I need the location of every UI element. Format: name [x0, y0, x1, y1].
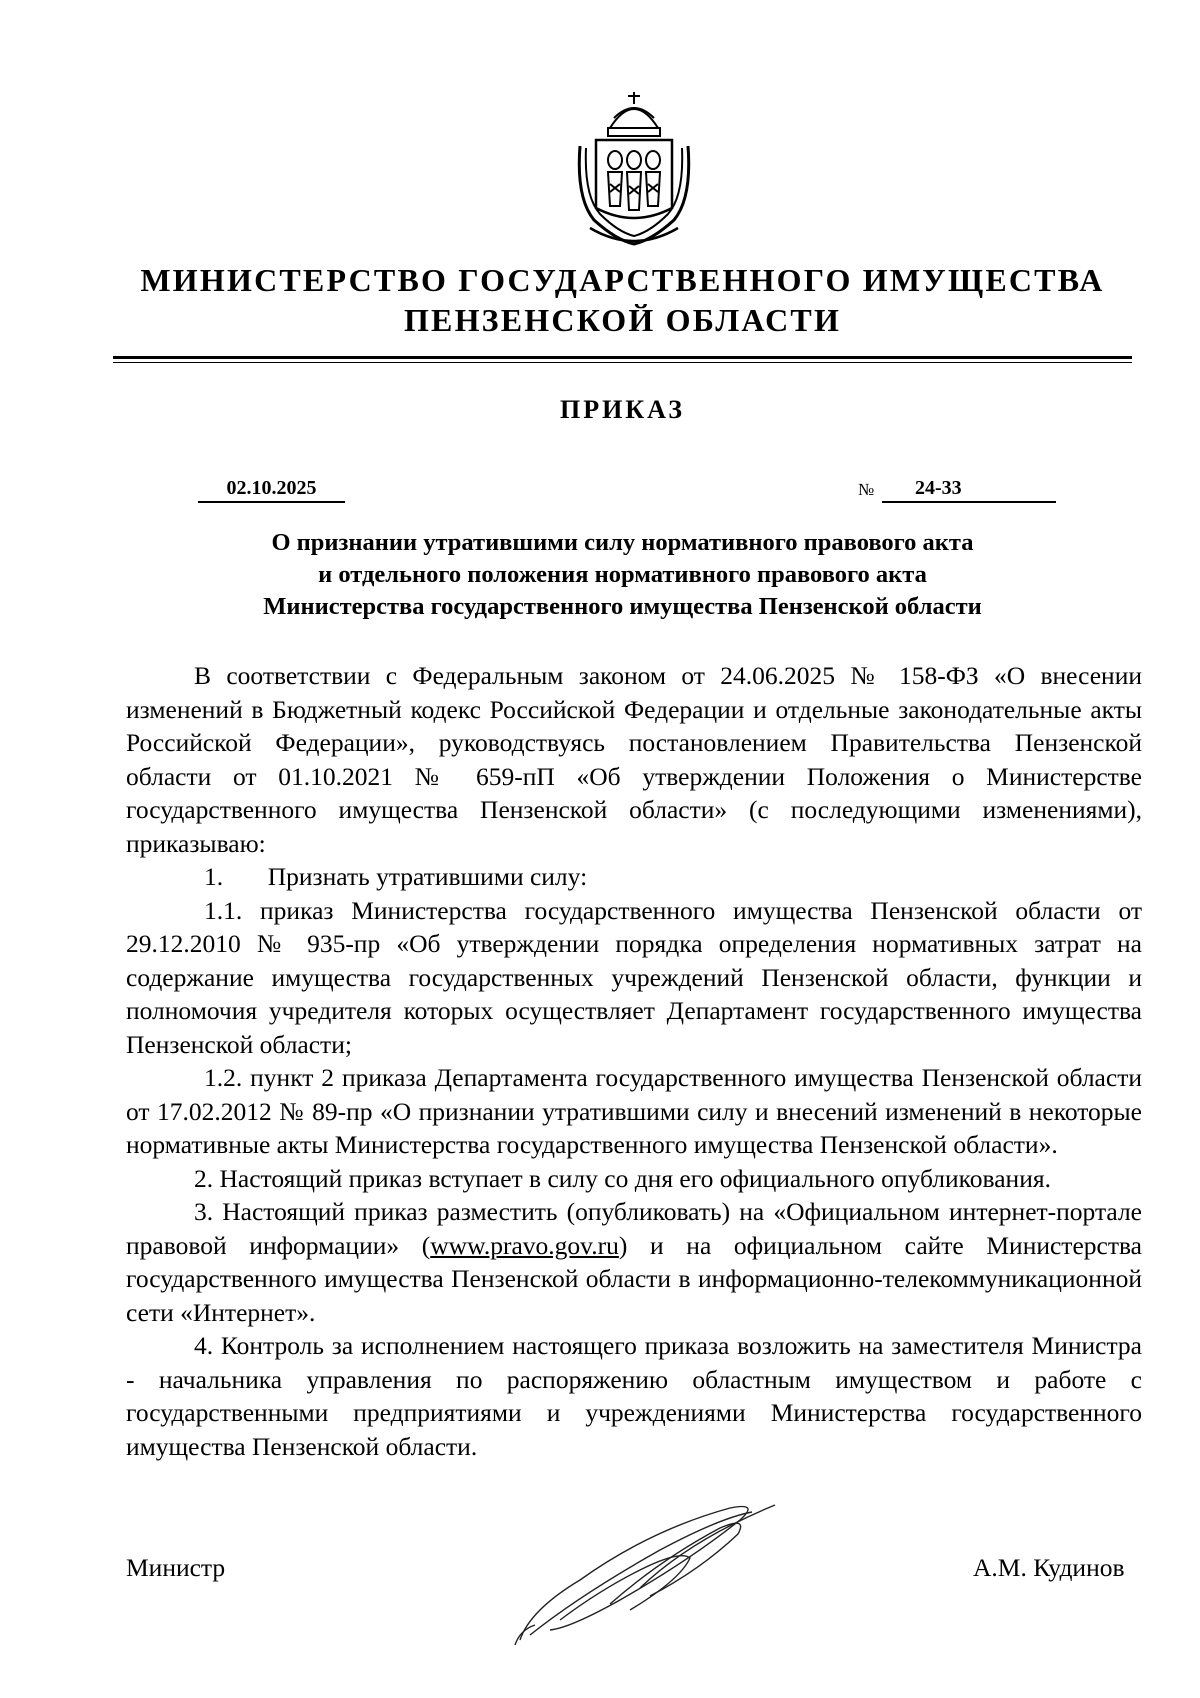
ministry-name — [120, 260, 1125, 340]
signatory-position: Министр — [126, 1553, 226, 1582]
header-divider-thick — [113, 356, 1132, 359]
paragraph-item-3-start: 3. Настоящий приказ разместить (опубликовать) на «Официальном интернет-портале правовой информации» ( — [126, 1197, 1142, 1260]
paragraph-item-4: 4. Контроль за исполнением настоящего приказа возложить на заместителя Министра - начальника управления по распоряжению областным имуществом и работе с государственными предприятиями и учреждениями Министерства государственного имущества Пензенской области. — [126, 1331, 1142, 1461]
document-type-title: ПРИКАЗ — [559, 395, 686, 424]
signatory-name: А.М. Кудинов — [973, 1553, 1125, 1582]
order-subject — [120, 527, 1125, 623]
header-divider-thin — [113, 362, 1132, 363]
paragraph-item-3 — [126, 1195, 1142, 1329]
handwritten-signature — [490, 1500, 820, 1650]
order-number-field — [882, 475, 1056, 503]
order-date: 02.10.2025 — [198, 475, 345, 503]
paragraph-item-1: 1. Признать утратившими силу: — [204, 862, 588, 891]
pravo-link[interactable]: www.pravo.gov.ru — [430, 1230, 619, 1260]
order-body — [126, 659, 1142, 1463]
paragraph-preamble: В соответствии с Федеральным законом от 24.06.2025 № 158-ФЗ «О внесении изменений в Бюджетный кодекс Российской Федерации и отдельные законодательные акты Российской Федерации», руководствуясь постановлением Правительства Пензенской области от 01.10.2021 № 659-пП «Об утверждении Положения о Министерстве государственного имущества Пензенской области» (с последующими изменениями), приказываю: — [126, 661, 1142, 858]
paragraph-item-2: 2. Настоящий приказ вступает в силу со дня его официального опубликования. — [194, 1163, 1051, 1193]
coat-of-arms-icon — [570, 88, 698, 250]
ministry-name-line1: МИНИСТЕРСТВО ГОСУДАРСТВЕННОГО ИМУЩЕСТВА — [140, 262, 1105, 298]
subject-line1: О признании утратившими силу нормативного правового акта — [271, 529, 974, 556]
ministry-name-line2: ПЕНЗЕНСКОЙ ОБЛАСТИ — [403, 302, 842, 338]
subject-line3: Министерства государственного имущества Пензенской области — [263, 593, 982, 620]
order-number: 24-33 — [915, 477, 962, 499]
paragraph-item-1-2: 1.2. пункт 2 приказа Департамента государственного имущества Пензенской области от 17.02.2012 № 89-пр «О признании утратившими силу и внесений изменений в некоторые нормативные акты Министерства государственного имущества Пензенской области». — [126, 1063, 1142, 1159]
order-number-sign: № — [858, 480, 875, 499]
subject-line2: и отдельного положения нормативного правового акта — [318, 561, 927, 588]
paragraph-item-1-1: 1.1. приказ Министерства государственного имущества Пензенской области от 29.12.2010 № 935-пр «Об утверждении порядка определения нормативных затрат на содержание имущества государственных учреждений Пензенской области, функции и полномочия учредителя которых осуществляет Департамент государственного имущества Пензенской области; — [126, 895, 1142, 1059]
paragraph-item-3-end: ) и на официальном сайте Министерства государственного имущества Пензенской области в информационно-телекоммуникационной сети «Интернет». — [126, 1230, 1143, 1327]
